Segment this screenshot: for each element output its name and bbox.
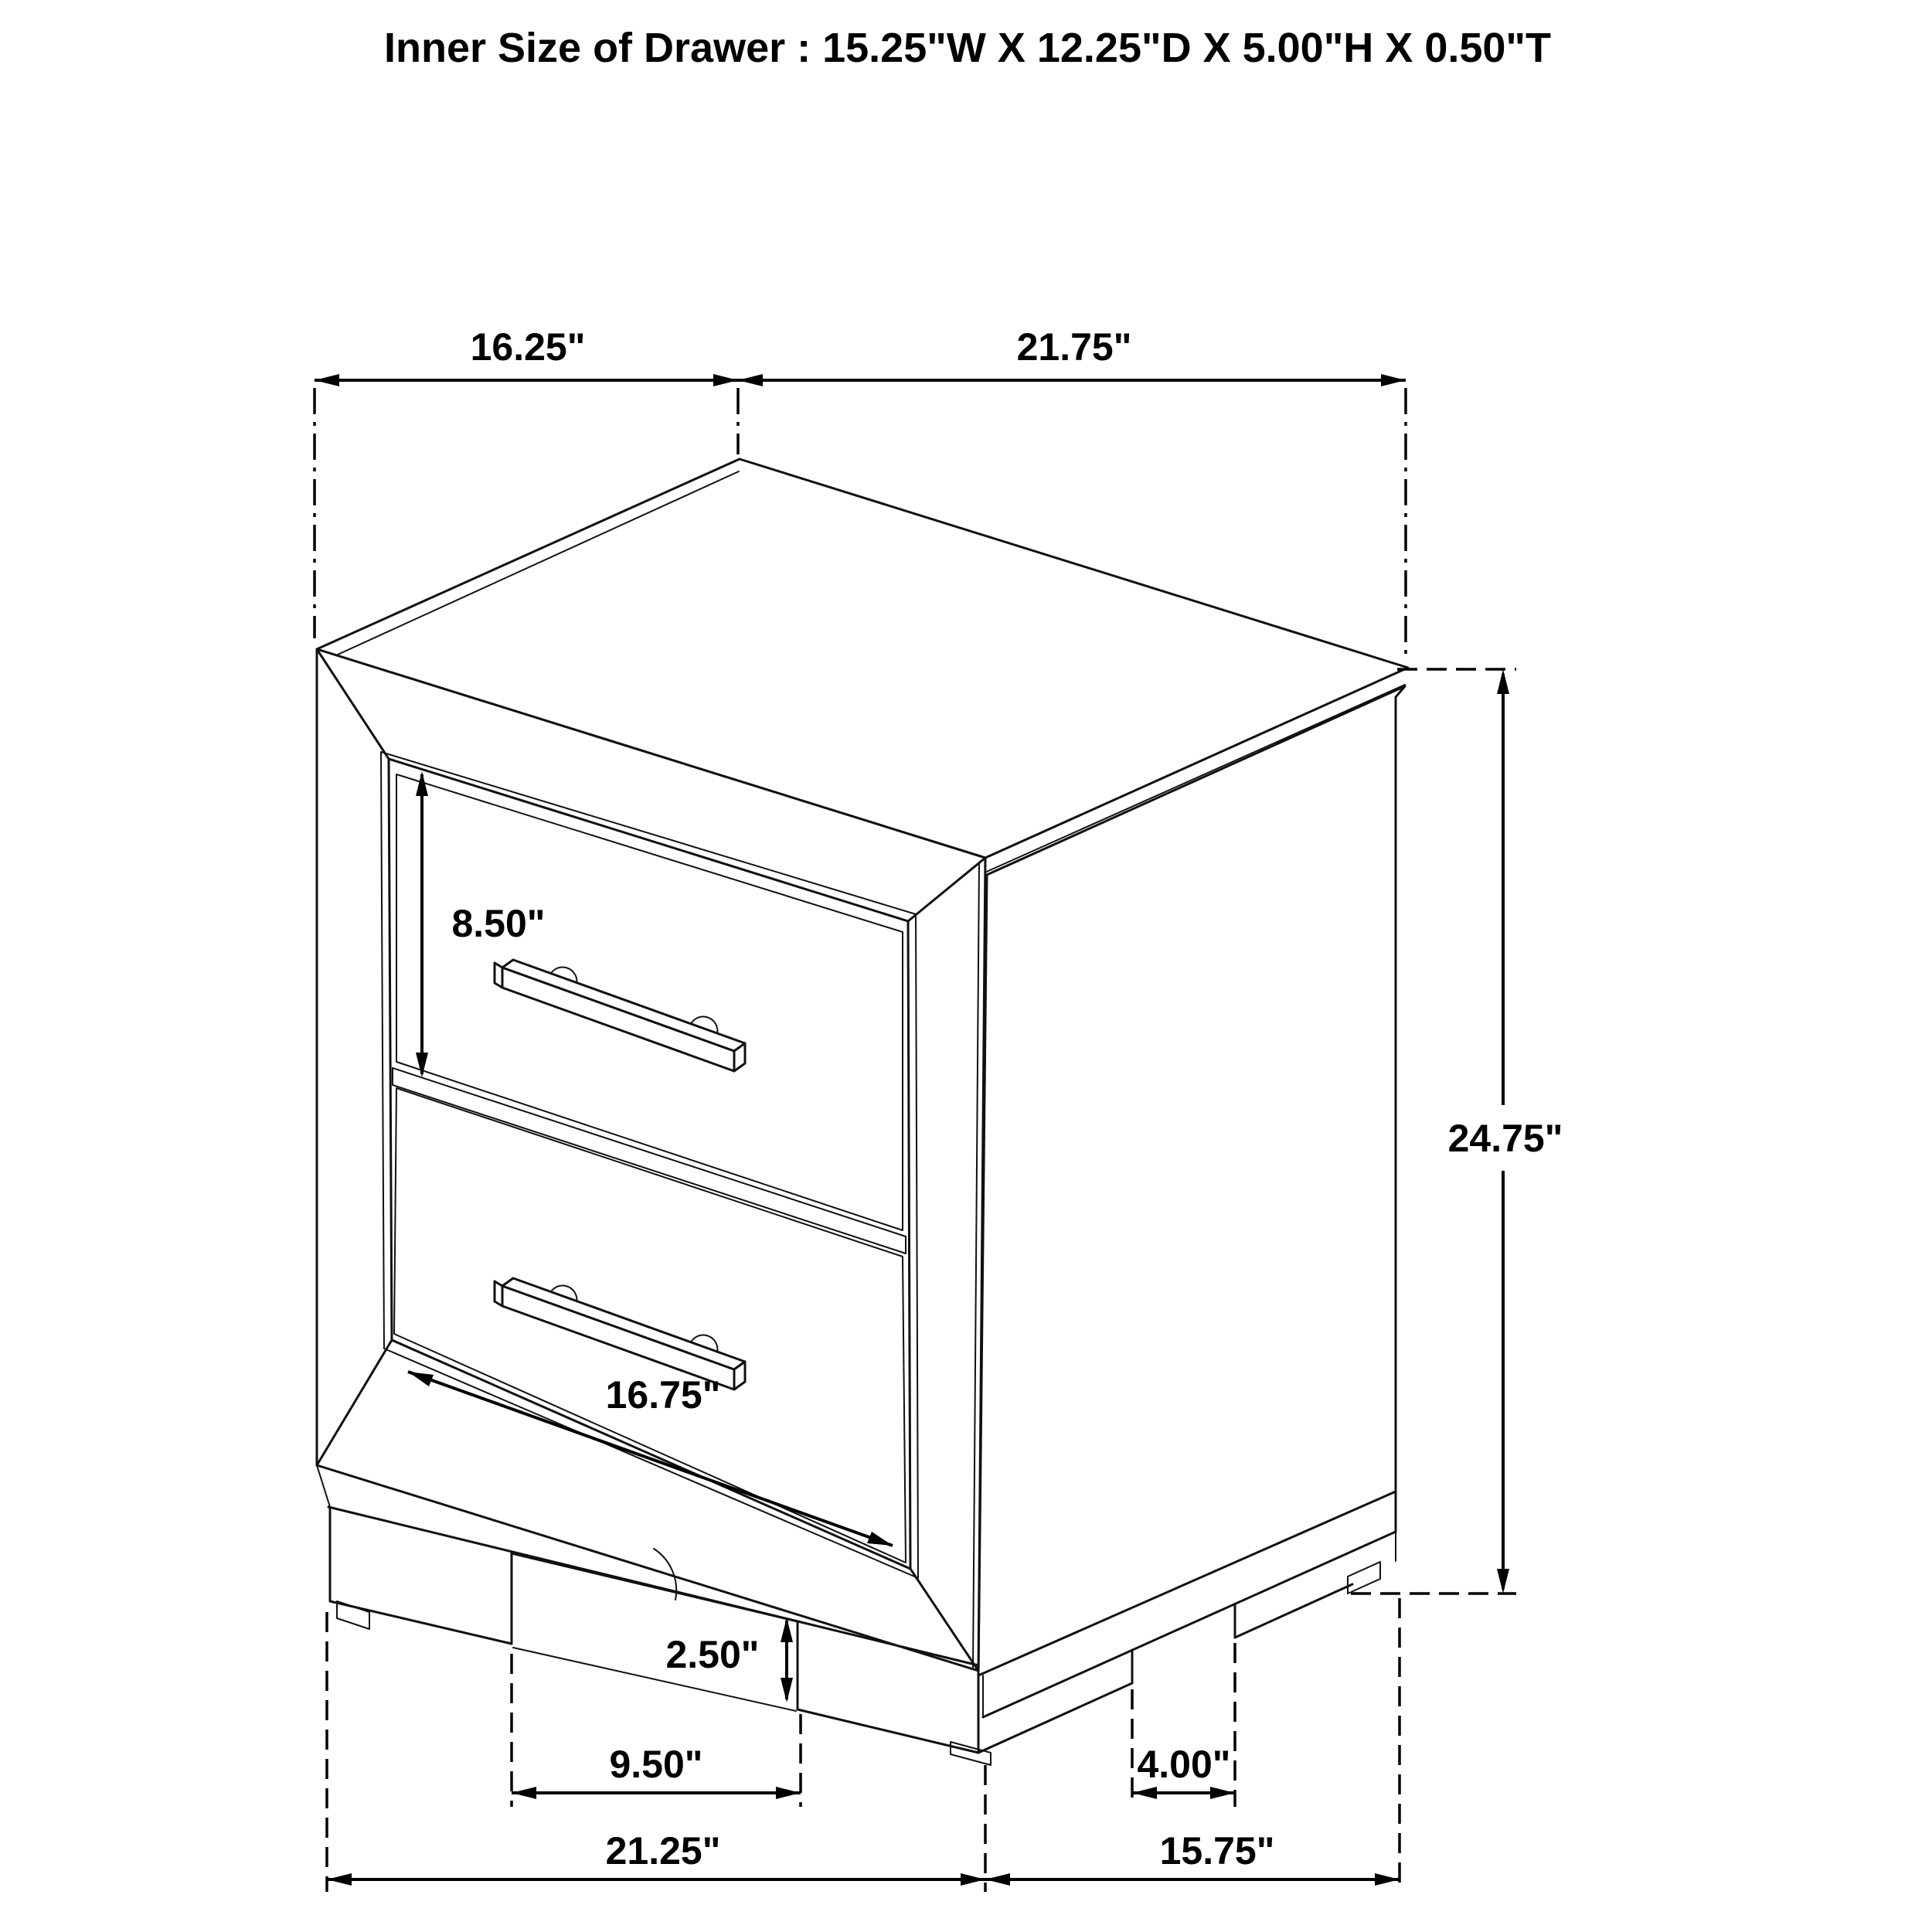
- dim-bottom-depth-label: 15.75": [1159, 1829, 1275, 1872]
- dim-drawer-height-label: 8.50": [451, 902, 546, 945]
- dim-top-width-label: 21.75": [1016, 325, 1132, 369]
- dim-overall-height-label: 24.75": [1447, 1117, 1563, 1160]
- dim-top-depth-label: 16.25": [470, 325, 586, 369]
- diagram-title: Inner Size of Drawer : 15.25"W X 12.25"D X 5.00"H X 0.50"T: [383, 25, 1552, 71]
- dim-side-leg-gap-label: 4.00": [1137, 1743, 1231, 1786]
- dim-base-height-label: 2.50": [665, 1633, 760, 1676]
- dim-front-leg-gap-label: 9.50": [609, 1743, 703, 1786]
- dim-bottom-width-label: 21.25": [605, 1829, 721, 1872]
- dim-drawer-width-label: 16.75": [605, 1373, 721, 1417]
